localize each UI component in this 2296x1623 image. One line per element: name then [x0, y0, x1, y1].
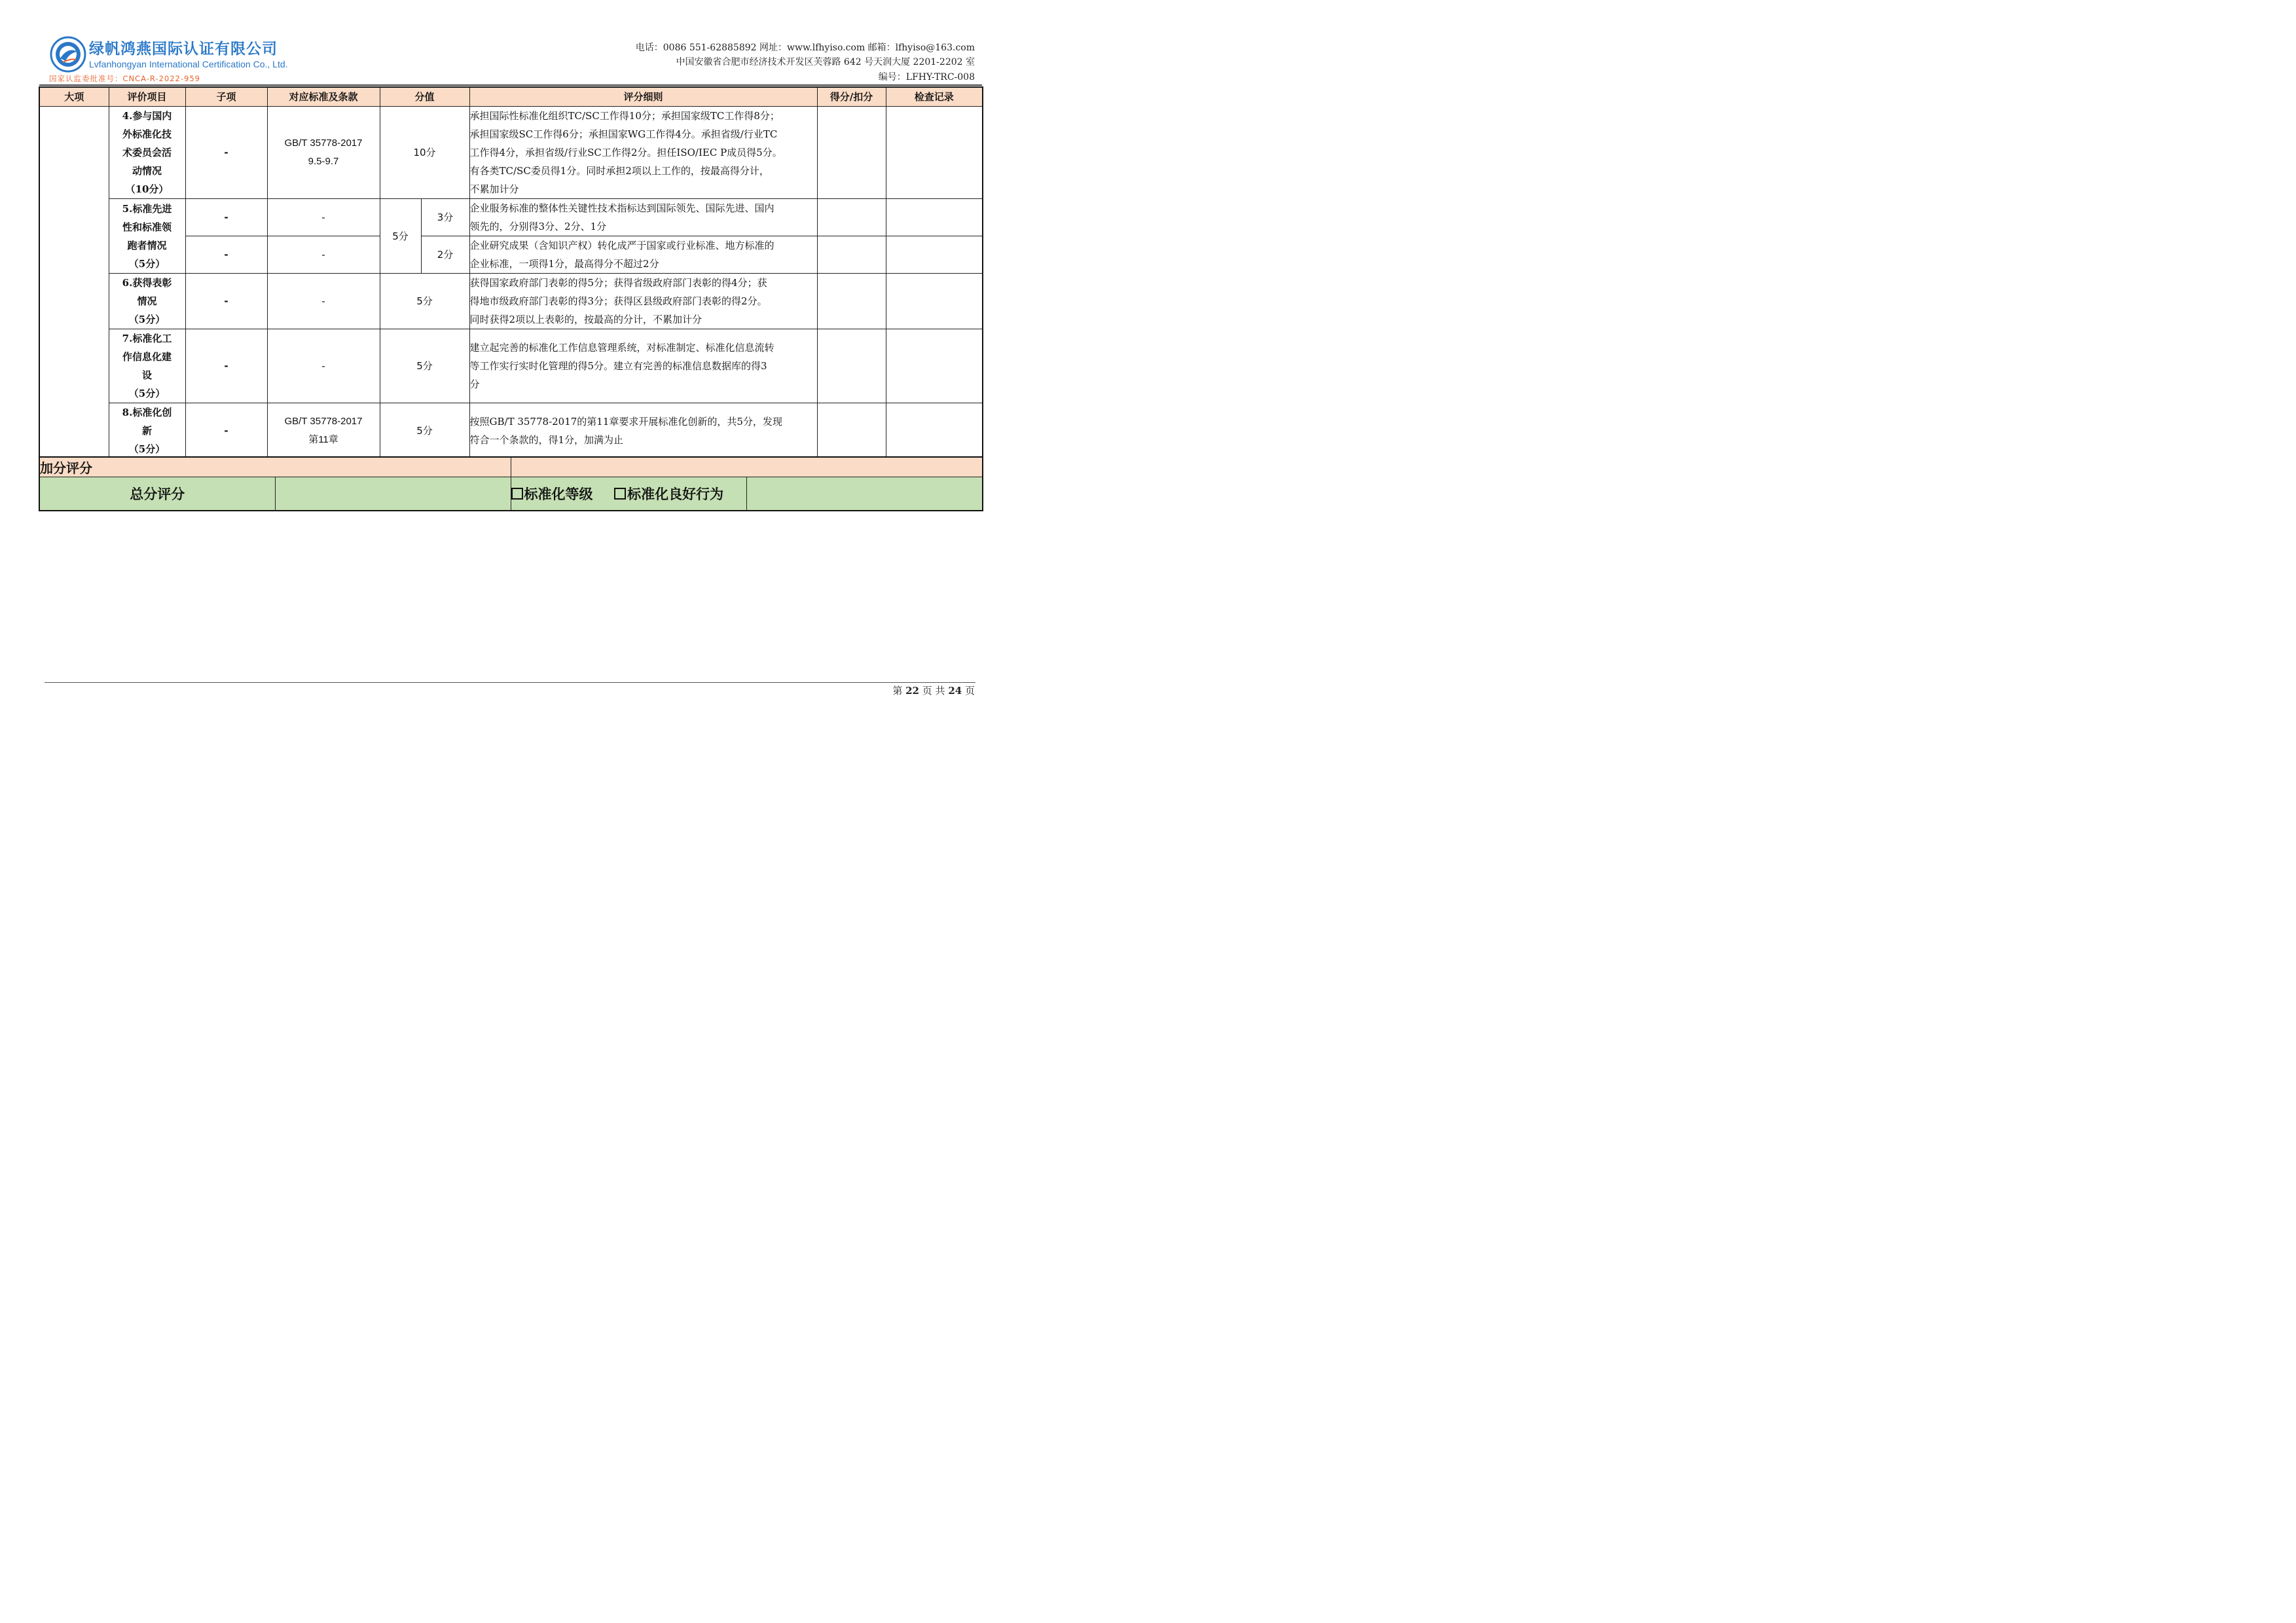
- column-header: 得分/扣分: [817, 87, 886, 107]
- evaluation-item: 4.参与国内 外标准化技 术委员会活 动情况 （10分）: [109, 107, 185, 199]
- check-record-cell[interactable]: [886, 403, 983, 460]
- evaluation-item: 8.标准化创 新 （5分）: [109, 403, 185, 460]
- header-divider: [39, 84, 982, 86]
- total-score-cell[interactable]: [275, 477, 511, 511]
- document-number: 编号：LFHY-TRC-008: [878, 72, 975, 82]
- sub-item: -: [185, 107, 267, 199]
- sub-item: -: [185, 274, 267, 329]
- column-header: 评分细则: [469, 87, 817, 107]
- table-row: [39, 107, 983, 199]
- scoring-rule: 建立起完善的标准化工作信息管理系统，对标准制定、标准化信息流转 等工作实行实时化管理的得5分。建立有完善的标准信息数据库的得3 分: [469, 329, 817, 403]
- approval-number: 国家认监委批准号：CNCA-R-2022-959: [49, 74, 200, 83]
- sub-item: -: [185, 199, 267, 236]
- evaluation-item: 6.获得表彰 情况 （5分）: [109, 274, 185, 329]
- total-score-label: 总分评分: [39, 477, 275, 511]
- scoring-rule: 按照GB/T 35778-2017的第11章要求开展标准化创新的，共5分，发现 符合一个条款的，得1分，加满为止: [469, 403, 817, 460]
- scoring-table: [39, 86, 983, 460]
- sub-item: -: [185, 329, 267, 403]
- check-record-cell[interactable]: [886, 107, 983, 199]
- standard-clause: GB/T 35778-2017 9.5-9.7: [267, 107, 380, 199]
- check-record-cell[interactable]: [886, 236, 983, 274]
- score-value: 3分: [421, 199, 469, 236]
- table-header-row: [39, 87, 983, 107]
- column-header: 评价项目: [109, 87, 185, 107]
- score-input-cell[interactable]: [817, 274, 886, 329]
- checkbox-icon: [614, 488, 626, 500]
- score-value: 5分: [380, 329, 469, 403]
- evaluation-item: 5.标准先进 性和标准领 跑者情况 （5分）: [109, 199, 185, 274]
- standard-clause: -: [267, 329, 380, 403]
- score-input-cell[interactable]: [817, 329, 886, 403]
- scoring-rule: 企业研究成果（含知识产权）转化成严于国家或行业标准、地方标准的 企业标准，一项得1分，最高得分不超过2分: [469, 236, 817, 274]
- sub-item: -: [185, 236, 267, 274]
- scoring-rule: 承担国际性标准化组织TC/SC工作得10分；承担国家级TC工作得8分； 承担国家级SC工作得6分；承担国家WG工作得4分。承担省级/行业TC 工作得4分，承担省级/行业SC工作得2分。担任ISO/IEC P成员得5分。 有各类TC/SC委员得1分。同时承担2项以上工作的，按最高得分计， 不累加计分: [469, 107, 817, 199]
- score-input-cell[interactable]: [817, 403, 886, 460]
- score-total: 5分: [380, 199, 421, 274]
- check-record-cell[interactable]: [886, 274, 983, 329]
- table-row: [39, 199, 983, 236]
- score-value: 5分: [380, 274, 469, 329]
- page-number: 第 22 页 共 24 页: [892, 685, 975, 697]
- bonus-score-cell[interactable]: [511, 457, 983, 477]
- checkbox-icon: [511, 488, 523, 500]
- check-record-cell[interactable]: [886, 329, 983, 403]
- table-row: [39, 329, 983, 403]
- standard-clause: GB/T 35778-2017 第11章: [267, 403, 380, 460]
- column-header: 大项: [39, 87, 109, 107]
- bonus-row: [39, 457, 983, 477]
- column-header: 分值: [380, 87, 469, 107]
- standardization-level-checkbox[interactable]: 标准化等级: [511, 486, 593, 502]
- good-behavior-checkbox[interactable]: 标准化良好行为: [614, 486, 723, 502]
- category-cell: [39, 107, 109, 460]
- standard-clause: -: [267, 236, 380, 274]
- page-header: [0, 0, 1021, 86]
- sub-item: -: [185, 403, 267, 460]
- score-input-cell[interactable]: [817, 236, 886, 274]
- result-cell[interactable]: [746, 477, 983, 511]
- standard-clause: -: [267, 199, 380, 236]
- score-value: 5分: [380, 403, 469, 460]
- table-row: [39, 274, 983, 329]
- scoring-rule: 获得国家政府部门表彰的得5分；获得省级政府部门表彰的得4分；获 得地市级政府部门表彰的得3分；获得区县级政府部门表彰的得2分。 同时获得2项以上表彰的，按最高的分计，不累加计分: [469, 274, 817, 329]
- address: 中国安徽省合肥市经济技术开发区芙蓉路 642 号天润大厦 2201-2202 室: [676, 57, 975, 67]
- bonus-score-label: 加分评分: [39, 457, 511, 477]
- company-seal-logo: [50, 36, 86, 73]
- result-options: [511, 477, 746, 511]
- scoring-rule: 企业服务标准的整体性关键性技术指标达到国际领先、国际先进、国内 领先的，分别得3分、2分、1分: [469, 199, 817, 236]
- table-row: [39, 403, 983, 460]
- check-record-cell[interactable]: [886, 199, 983, 236]
- total-row: [39, 477, 983, 511]
- standard-clause: -: [267, 274, 380, 329]
- company-name-cn: 绿帆鸿燕国际认证有限公司: [89, 41, 278, 58]
- footer-divider: [45, 682, 975, 683]
- contact-info: 电话：0086 551-62885892 网址：www.lfhyiso.com 邮箱：lfhyiso@163.com: [635, 43, 975, 53]
- evaluation-item: 7.标准化工 作信息化建 设 （5分）: [109, 329, 185, 403]
- column-header: 检查记录: [886, 87, 983, 107]
- score-input-cell[interactable]: [817, 199, 886, 236]
- company-name-en: Lvfanhongyan International Certification Co., Ltd.: [89, 59, 288, 69]
- column-header: 对应标准及条款: [267, 87, 380, 107]
- summary-table: [39, 456, 983, 511]
- score-value: 2分: [421, 236, 469, 274]
- score-value: 10分: [380, 107, 469, 199]
- score-input-cell[interactable]: [817, 107, 886, 199]
- column-header: 子项: [185, 87, 267, 107]
